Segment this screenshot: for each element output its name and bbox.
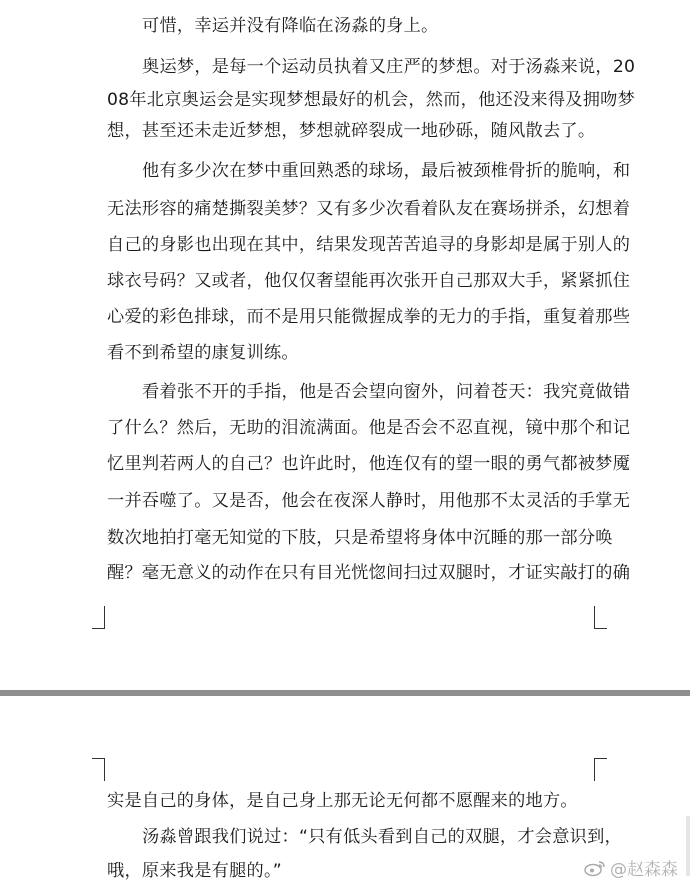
weibo-watermark: [584, 855, 678, 880]
weibo-icon: [584, 859, 606, 877]
text-line: 想，甚至还未走近梦想，梦想就碎裂成一地砂砾，随风散去了。: [107, 121, 596, 141]
text-line: 了什么？然后，无助的泪流满面。他是否会不忍直视，镜中那个和记: [107, 418, 631, 438]
page-edge-shadow: [686, 816, 690, 876]
text-line: 汤淼曾跟我们说过：“只有低头看到自己的双腿，才会意识到，: [142, 827, 622, 847]
text-line: 08年北京奥运会是实现梦想最好的机会，然而，他还没来得及拥吻梦: [107, 90, 636, 110]
text-line: 心爱的彩色排球，而不是用只能微握成拳的无力的手指，重复着那些: [107, 307, 631, 327]
margin-crop-mark: [92, 758, 105, 781]
text-line: 忆里判若两人的自己？也许此时，他连仅有的望一眼的勇气都被梦魇: [107, 454, 631, 474]
watermark-text: @赵森森: [610, 860, 678, 880]
text-line: 醒？毫无意义的动作在只有目光恍惚间扫过双腿时，才证实敲打的确: [107, 563, 631, 583]
text-line: 他有多少次在梦中重回熟悉的球场，最后被颈椎骨折的脆响，和: [142, 161, 631, 181]
text-line: 一并吞噬了。又是否，他会在夜深人静时，用他那不太灵活的手掌无: [107, 491, 631, 511]
text-line: 球衣号码？又或者，他仅仅奢望能再次张开自己那双大手，紧紧抓住: [107, 271, 631, 291]
text-line: 看不到希望的康复训练。: [107, 343, 299, 363]
margin-crop-mark: [594, 758, 607, 781]
margin-crop-mark: [92, 606, 105, 629]
text-line: 自己的身影也出现在其中，结果发现苦苦追寻的身影却是属于别人的: [107, 235, 631, 255]
text-line: 可惜，幸运并没有降临在汤淼的身上。: [142, 16, 439, 36]
margin-crop-mark: [594, 606, 607, 629]
document-page-2: [0, 696, 690, 888]
text-line: 实是自己的身体，是自己身上那无论无何都不愿醒来的地方。: [107, 791, 578, 811]
text-line: 无法形容的痛楚撕裂美梦？又有多少次看着队友在赛场拼杀，幻想着: [107, 199, 631, 219]
text-line: 哦，原来我是有腿的。”: [107, 861, 282, 881]
text-line: 奥运梦，是每一个运动员执着又庄严的梦想。对于汤淼来说，20: [142, 57, 636, 77]
text-line: 数次地拍打毫无知觉的下肢，只是希望将身体中沉睡的那一部分唤: [107, 528, 613, 548]
text-line: 看着张不开的手指，他是否会望向窗外，问着苍天：我究竟做错: [142, 382, 631, 402]
